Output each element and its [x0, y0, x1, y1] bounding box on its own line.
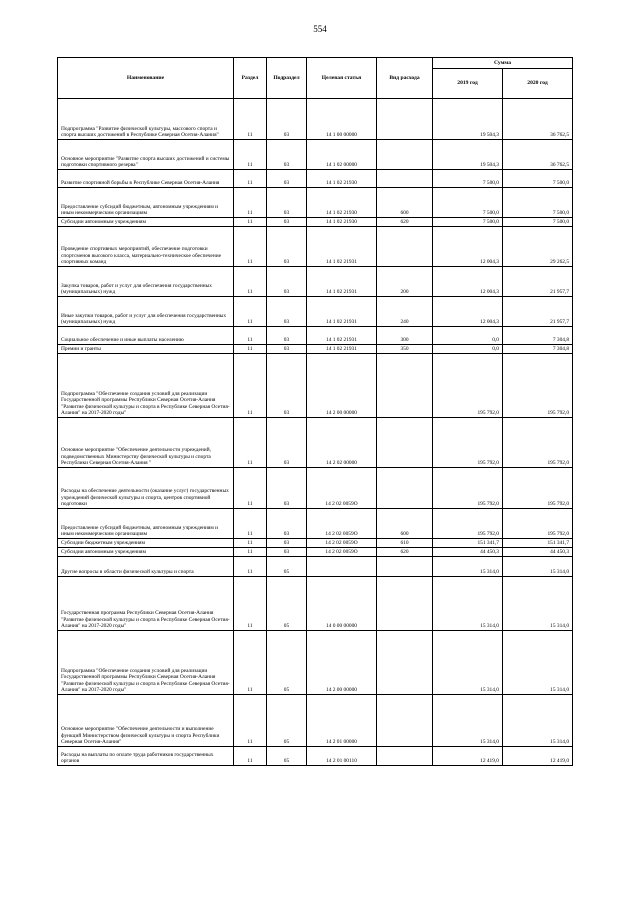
- cell-vid: 620: [377, 218, 433, 227]
- cell-podrazdel: 03: [267, 267, 307, 297]
- cell-2020: 195 792,0: [503, 418, 573, 468]
- cell-2020: 15 314,0: [503, 557, 573, 577]
- cell-celevaya: 14 2 02 0059О: [307, 509, 377, 539]
- cell-razdel: 11: [234, 297, 267, 327]
- cell-name: Расходы на выплаты по оплате труда работников государственных органов: [58, 747, 234, 766]
- cell-razdel: 11: [234, 170, 267, 188]
- cell-razdel: 11: [234, 140, 267, 170]
- cell-razdel: 11: [234, 227, 267, 267]
- cell-podrazdel: 03: [267, 188, 307, 218]
- cell-razdel: 11: [234, 345, 267, 354]
- cell-name: Государственная программа Республики Северная Осетия-Алания "Развитие физической культуры и спорта в Республике Северная Осетия-Алания" на 2017-2020 годы": [58, 577, 234, 631]
- cell-2019: 15 314,0: [433, 557, 503, 577]
- cell-2020: 15 314,0: [503, 631, 573, 695]
- cell-2019: 19 504,3: [433, 99, 503, 140]
- table-row: [58, 468, 573, 509]
- cell-2019: 12 004,3: [433, 297, 503, 327]
- cell-podrazdel: 03: [267, 99, 307, 140]
- table-row: [58, 170, 573, 188]
- cell-podrazdel: 03: [267, 227, 307, 267]
- table-row: [58, 345, 573, 354]
- cell-celevaya: 14 2 02 0059О: [307, 548, 377, 557]
- cell-celevaya: 14 1 02 21931: [307, 345, 377, 354]
- cell-2019: 7 500,0: [433, 170, 503, 188]
- cell-2019: 151 341,7: [433, 539, 503, 548]
- cell-name: Основное мероприятие "Развитие спорта высших достижений и системы подготовки спортивного резерва": [58, 140, 234, 170]
- cell-2019: 195 792,0: [433, 418, 503, 468]
- cell-vid: [377, 354, 433, 418]
- table-row: [58, 557, 573, 577]
- header-celevaya: Целевая статья: [307, 58, 377, 99]
- cell-2019: 15 314,0: [433, 695, 503, 747]
- cell-podrazdel: 05: [267, 695, 307, 747]
- cell-name: Социальное обеспечение и иные выплаты населению: [58, 327, 234, 345]
- cell-vid: 350: [377, 345, 433, 354]
- cell-vid: [377, 99, 433, 140]
- cell-2020: 7 500,0: [503, 188, 573, 218]
- cell-razdel: 11: [234, 267, 267, 297]
- cell-podrazdel: 03: [267, 539, 307, 548]
- cell-razdel: 11: [234, 577, 267, 631]
- cell-2020: 29 262,5: [503, 227, 573, 267]
- cell-razdel: 11: [234, 747, 267, 766]
- cell-celevaya: 14 2 00 00000: [307, 631, 377, 695]
- table-row: [58, 418, 573, 468]
- cell-podrazdel: 03: [267, 468, 307, 509]
- cell-2020: 7 500,0: [503, 170, 573, 188]
- cell-celevaya: 14 1 02 21931: [307, 327, 377, 345]
- cell-name: Подпрограмма "Развитие физической культуры, массового спорта и спорта высших достижений в Республике Северная Осетия-Алания": [58, 99, 234, 140]
- cell-podrazdel: 03: [267, 297, 307, 327]
- cell-name: Развитие спортивной борьбы в Республике Северная Осетия-Алания: [58, 170, 234, 188]
- table-row: [58, 327, 573, 345]
- cell-podrazdel: 03: [267, 418, 307, 468]
- cell-vid: 200: [377, 267, 433, 297]
- cell-podrazdel: 03: [267, 509, 307, 539]
- cell-vid: [377, 140, 433, 170]
- cell-celevaya: 14 2 02 00000: [307, 418, 377, 468]
- table-row: [58, 140, 573, 170]
- cell-podrazdel: 05: [267, 747, 307, 766]
- cell-razdel: 11: [234, 188, 267, 218]
- cell-celevaya: 14 1 02 21931: [307, 297, 377, 327]
- cell-podrazdel: 03: [267, 548, 307, 557]
- cell-name: Подпрограмма "Обеспечение создания условий для реализации Государственной программы Республики Северная Осетия-Алания "Развитие физической культуры и спорта в Республике Северная Осетия-Алания" на 2017-2020 годы": [58, 354, 234, 418]
- cell-razdel: 11: [234, 695, 267, 747]
- cell-2020: 15 314,0: [503, 695, 573, 747]
- cell-2020: 7 500,0: [503, 218, 573, 227]
- table-row: [58, 99, 573, 140]
- cell-podrazdel: 05: [267, 631, 307, 695]
- cell-vid: [377, 468, 433, 509]
- cell-celevaya: 14 2 01 00110: [307, 747, 377, 766]
- header-2020: 2020 год: [503, 69, 573, 99]
- cell-vid: [377, 557, 433, 577]
- cell-name: Расходы на обеспечение деятельности (оказание услуг) государственных учреждений физической культуры и спорта, центров спортивной подготовки: [58, 468, 234, 509]
- cell-2019: 12 004,3: [433, 227, 503, 267]
- table-row: [58, 227, 573, 267]
- cell-2019: 0,0: [433, 327, 503, 345]
- table-body: [58, 99, 573, 766]
- cell-2019: 15 314,0: [433, 631, 503, 695]
- cell-razdel: 11: [234, 557, 267, 577]
- cell-2019: 195 792,0: [433, 509, 503, 539]
- cell-vid: [377, 418, 433, 468]
- cell-2019: 7 500,0: [433, 218, 503, 227]
- cell-podrazdel: 03: [267, 345, 307, 354]
- cell-2020: 7 304,8: [503, 327, 573, 345]
- cell-podrazdel: 05: [267, 577, 307, 631]
- budget-table: [57, 57, 573, 766]
- table-row: [58, 539, 573, 548]
- cell-2019: 44 450,3: [433, 548, 503, 557]
- cell-vid: 600: [377, 509, 433, 539]
- cell-vid: [377, 695, 433, 747]
- cell-2019: 15 314,0: [433, 577, 503, 631]
- cell-name: Основное мероприятие "Обеспечение деятельности и выполнение функций Министерством физической культуры и спорта Республики Северная Осетия-Алания": [58, 695, 234, 747]
- table-row: [58, 577, 573, 631]
- cell-vid: [377, 747, 433, 766]
- cell-celevaya: 14 0 00 00000: [307, 577, 377, 631]
- cell-celevaya: 14 1 02 21930: [307, 218, 377, 227]
- cell-2019: 195 792,0: [433, 354, 503, 418]
- cell-vid: 610: [377, 539, 433, 548]
- cell-2019: 19 504,3: [433, 140, 503, 170]
- cell-name: Закупка товаров, работ и услуг для обеспечения государственных (муниципальных) нужд: [58, 267, 234, 297]
- cell-razdel: 11: [234, 99, 267, 140]
- cell-razdel: 11: [234, 354, 267, 418]
- cell-name: Другие вопросы в области физической культуры и спорта: [58, 557, 234, 577]
- cell-name: Субсидии автономным учреждениям: [58, 548, 234, 557]
- cell-name: Проведение спортивных мероприятий, обеспечение подготовки спортсменов высокого класса, материально-техническое обеспечение спортивных команд: [58, 227, 234, 267]
- table-row: [58, 188, 573, 218]
- cell-celevaya: 14 1 00 00000: [307, 99, 377, 140]
- header-podrazdel: Подраздел: [267, 58, 307, 99]
- cell-2020: 7 304,8: [503, 345, 573, 354]
- cell-celevaya: 14 2 02 0059О: [307, 539, 377, 548]
- cell-podrazdel: 03: [267, 140, 307, 170]
- cell-vid: 240: [377, 297, 433, 327]
- header-2019: 2019 год: [433, 69, 503, 99]
- cell-razdel: 11: [234, 548, 267, 557]
- cell-2019: 0,0: [433, 345, 503, 354]
- cell-celevaya: 14 2 01 00000: [307, 695, 377, 747]
- table-row: [58, 218, 573, 227]
- cell-vid: [377, 631, 433, 695]
- cell-vid: [377, 577, 433, 631]
- table-row: [58, 747, 573, 766]
- cell-vid: 300: [377, 327, 433, 345]
- cell-2020: 15 314,0: [503, 577, 573, 631]
- header-vid: Вид расхода: [377, 58, 433, 99]
- cell-razdel: 11: [234, 327, 267, 345]
- cell-razdel: 11: [234, 418, 267, 468]
- cell-razdel: 11: [234, 509, 267, 539]
- cell-celevaya: 14 1 02 21930: [307, 188, 377, 218]
- cell-name: Субсидии автономным учреждениям: [58, 218, 234, 227]
- cell-2020: 12 419,0: [503, 747, 573, 766]
- cell-podrazdel: 03: [267, 218, 307, 227]
- table-row: [58, 509, 573, 539]
- cell-celevaya: 14 1 02 21931: [307, 267, 377, 297]
- cell-vid: [377, 227, 433, 267]
- cell-razdel: 11: [234, 539, 267, 548]
- cell-name: Предоставление субсидий бюджетным, автономным учреждениям и иным некоммерческим организациям: [58, 509, 234, 539]
- cell-2020: 21 957,7: [503, 297, 573, 327]
- cell-2020: 195 792,0: [503, 509, 573, 539]
- cell-name: Иные закупки товаров, работ и услуг для обеспечения государственных (муниципальных) нужд: [58, 297, 234, 327]
- cell-2019: 12 004,3: [433, 267, 503, 297]
- header-razdel: Раздел: [234, 58, 267, 99]
- cell-razdel: 11: [234, 631, 267, 695]
- table-row: [58, 354, 573, 418]
- cell-celevaya: 14 1 02 21931: [307, 227, 377, 267]
- cell-name: Основное мероприятие "Обеспечение деятельности учреждений, подведомственных Министерству физической культуры и спорта Республики Северная Осетия-Алания ": [58, 418, 234, 468]
- page-number: 554: [313, 24, 327, 34]
- cell-2019: 12 419,0: [433, 747, 503, 766]
- cell-2020: 44 450,3: [503, 548, 573, 557]
- table-row: [58, 631, 573, 695]
- cell-razdel: 11: [234, 218, 267, 227]
- cell-podrazdel: 05: [267, 557, 307, 577]
- cell-2020: 36 762,5: [503, 140, 573, 170]
- cell-2020: 151 341,7: [503, 539, 573, 548]
- cell-razdel: 11: [234, 468, 267, 509]
- cell-celevaya: 14 1 02 00000: [307, 140, 377, 170]
- cell-celevaya: [307, 557, 377, 577]
- table-row: [58, 267, 573, 297]
- table-row: [58, 695, 573, 747]
- cell-podrazdel: 03: [267, 327, 307, 345]
- table-row: [58, 548, 573, 557]
- cell-podrazdel: 03: [267, 170, 307, 188]
- cell-name: Субсидии бюджетным учреждениям: [58, 539, 234, 548]
- cell-celevaya: 14 1 02 21930: [307, 170, 377, 188]
- header-summa: Сумма: [433, 58, 573, 69]
- cell-vid: 600: [377, 188, 433, 218]
- cell-celevaya: 14 2 02 0059О: [307, 468, 377, 509]
- cell-2020: 36 762,5: [503, 99, 573, 140]
- cell-vid: 620: [377, 548, 433, 557]
- cell-2020: 21 957,7: [503, 267, 573, 297]
- header-name: Наименование: [58, 58, 234, 99]
- cell-2019: 7 500,0: [433, 188, 503, 218]
- cell-vid: [377, 170, 433, 188]
- cell-2020: 195 792,0: [503, 354, 573, 418]
- cell-celevaya: 14 2 00 00000: [307, 354, 377, 418]
- cell-2019: 195 792,0: [433, 468, 503, 509]
- cell-name: Премии и гранты: [58, 345, 234, 354]
- table-row: [58, 297, 573, 327]
- cell-name: Предоставление субсидий бюджетным, автономным учреждениям и иным некоммерческим организациям: [58, 188, 234, 218]
- cell-podrazdel: 03: [267, 354, 307, 418]
- cell-2020: 195 792,0: [503, 468, 573, 509]
- cell-name: Подпрограмма "Обеспечение создания условий для реализации Государственной программы Республики Северная Осетия-Алания "Развитие физической культуры и спорта в Республике Северная Осетия-Алания" на 2017-2020 годы": [58, 631, 234, 695]
